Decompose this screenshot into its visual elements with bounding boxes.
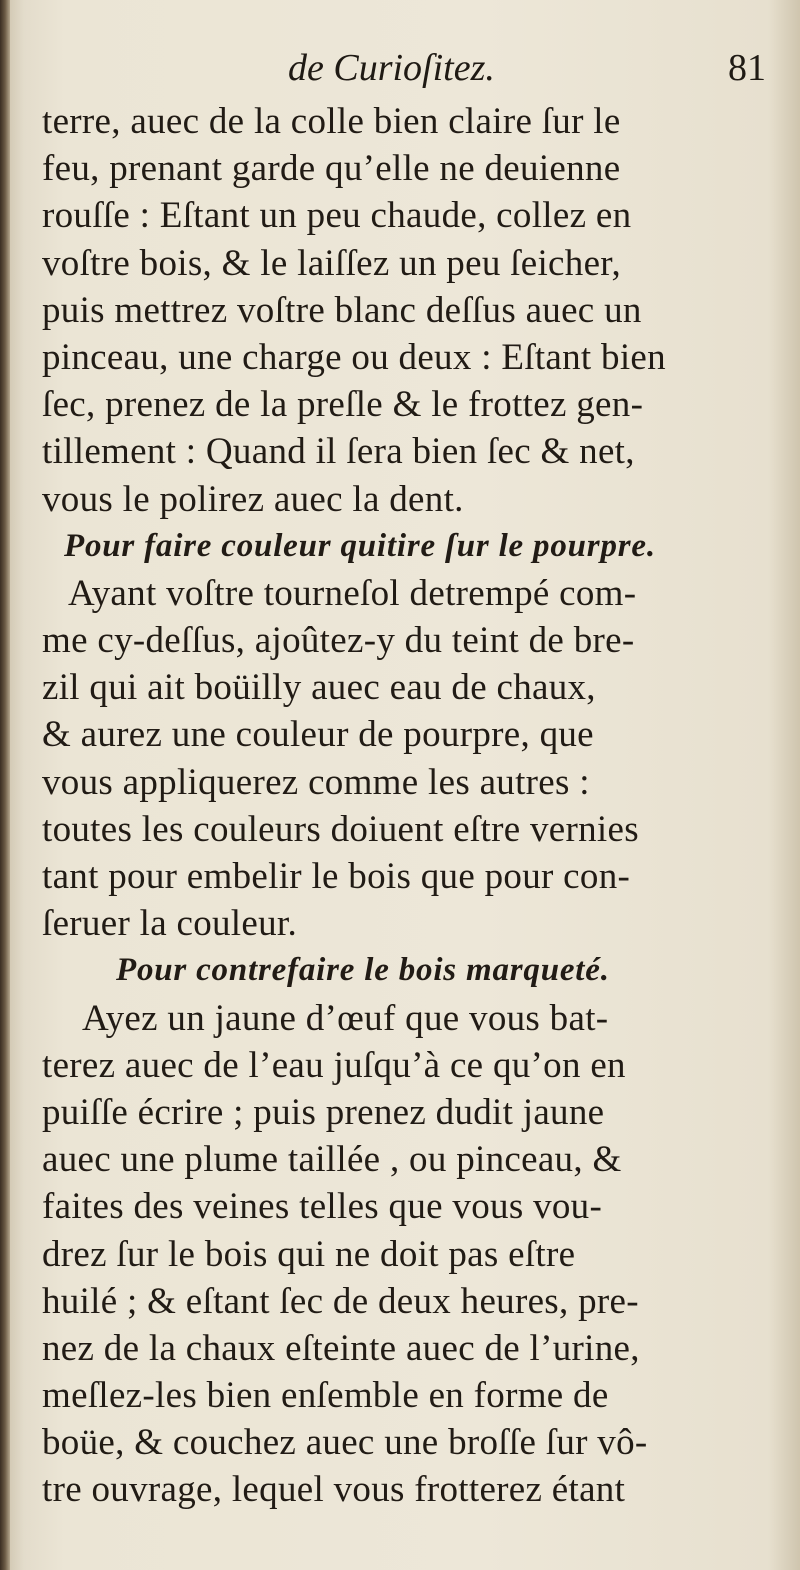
text-line: meſlez-les bien enſemble en forme de — [42, 1375, 609, 1417]
section-heading: Pour contrefaire le bois marqueté. — [116, 952, 610, 989]
page-gutter-shadow — [0, 0, 10, 1570]
text-line: huilé ; & eſtant ſec de deux heures, pre- — [42, 1280, 639, 1322]
text-line: tillement : Quand il ſera bien ſec & net, — [42, 431, 635, 473]
text-line: vous appliquerez comme les autres : — [42, 761, 590, 803]
text-line: terez auec de l’eau juſqu’à ce qu’on en — [42, 1044, 626, 1086]
text-line: auec une plume taillée , ou pinceau, & — [42, 1139, 622, 1181]
text-line: & aurez une couleur de pourpre, que — [42, 714, 594, 756]
text-line: toutes les couleurs doiuent eſtre vernies — [42, 808, 639, 850]
text-line: Ayez un jaune d’œuf que vous bat- — [82, 997, 609, 1039]
text-line: rouſſe : Eſtant un peu chaude, collez en — [42, 195, 632, 237]
running-head: de Curioſitez. — [288, 47, 495, 89]
text-line: boüe, & couchez auec une broſſe ſur vô- — [42, 1422, 648, 1464]
text-line: zil qui ait boüilly auec eau de chaux, — [42, 667, 596, 709]
text-line: voſtre bois, & le laiſſez un peu ſeicher, — [42, 242, 621, 284]
text-line: drez ſur le bois qui ne doit pas eſtre — [42, 1233, 576, 1275]
text-line: Ayant voſtre tourneſol detrempé com- — [68, 572, 637, 614]
text-line: pinceau, une charge ou deux : Eſtant bien — [42, 336, 666, 378]
text-line: tre ouvrage, lequel vous frotterez étant — [42, 1469, 626, 1511]
body-text — [42, 98, 770, 1514]
page-number: 81 — [728, 47, 766, 89]
text-line: ſeruer la couleur. — [42, 903, 298, 945]
text-line: terre, auec de la colle bien claire ſur le — [42, 101, 621, 142]
section-heading: Pour faire couleur quitire ſur le pourpre. — [64, 527, 656, 564]
text-line: ſec, prenez de la preſle & le frottez gen- — [42, 384, 644, 426]
text-line: nez de la chaux eſteinte auec de l’urine, — [42, 1327, 640, 1369]
text-line: puiſſe écrire ; puis prenez dudit jaune — [42, 1091, 605, 1133]
text-line: vous le polirez auec la dent. — [42, 478, 464, 520]
text-line: feu, prenant garde qu’elle ne deuienne — [42, 148, 621, 190]
text-line: faites des veines telles que vous vou- — [42, 1186, 603, 1228]
text-line: me cy-deſſus, ajoûtez-y du teint de bre- — [42, 620, 635, 662]
text-line: puis mettrez voſtre blanc deſſus auec un — [42, 289, 642, 331]
page-header — [40, 46, 770, 102]
text-line: tant pour embelir le bois que pour con- — [42, 856, 631, 897]
